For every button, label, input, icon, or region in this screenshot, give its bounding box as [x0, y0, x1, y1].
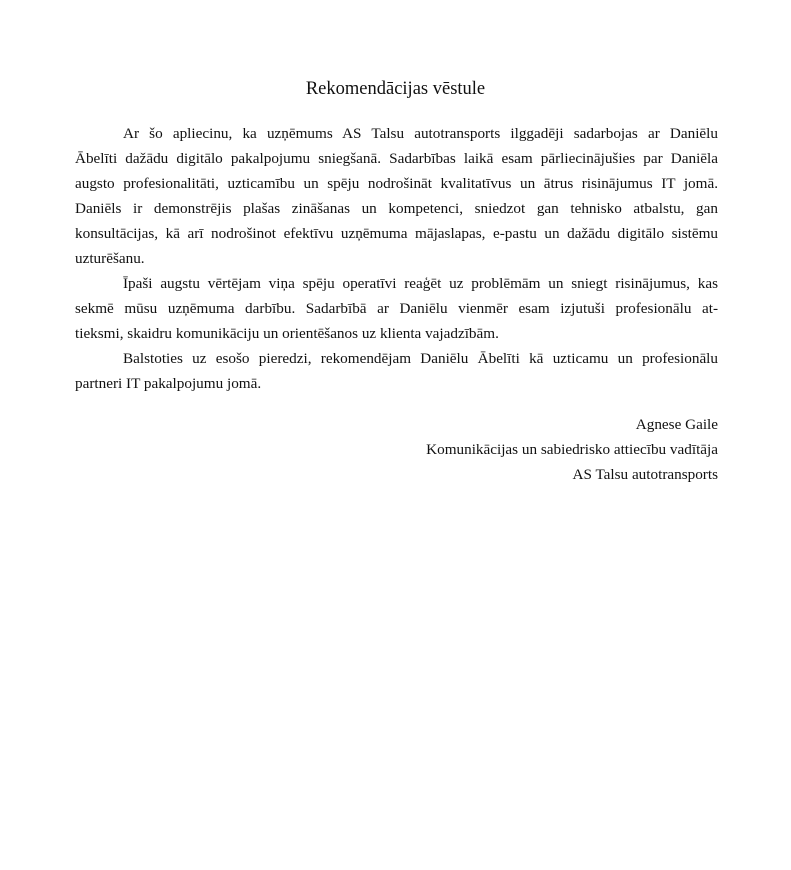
paragraph-1 [75, 121, 718, 271]
text-line: augsto profesionalitāti, uzticamību un spēju nodrošināt kvalitatīvus un ātrus risinājumus IT jomā. [75, 175, 718, 192]
text-line: Īpaši augstu vērtējam viņa spēju operatīvi reaģēt uz problēmām un sniegt risinājumus, kas [123, 275, 718, 292]
text-line: konsultācijas, kā arī nodrošinot efektīvu uzņēmuma mājaslapas, e-pastu un dažādu digitālo sistēmu [75, 225, 718, 242]
text-line: sekmē mūsu uzņēmuma darbību. Sadarbībā ar Daniēlu vienmēr esam izjutuši profesionālu at- [75, 300, 718, 317]
document-title: Rekomendācijas vēstule [305, 79, 486, 99]
signer-position: Komunikācijas un sabiedrisko attiecību vadītāja [426, 441, 718, 458]
paragraph-3 [75, 346, 718, 396]
signer-company: AS Talsu autotransports [572, 466, 718, 483]
text-line: Ābelīti dažādu digitālo pakalpojumu sniegšanā. Sadarbības laikā esam pārliecinājušies par Daniēla [75, 150, 718, 167]
text-line: Ar šo apliecinu, ka uzņēmums AS Talsu autotransports ilggadēji sadarbojas ar Daniēlu [123, 125, 718, 142]
text-line: partneri IT pakalpojumu jomā. [75, 375, 262, 392]
text-line: uzturēšanu. [75, 250, 145, 267]
text-line: Daniēls ir demonstrējis plašas zināšanas un kompetenci, sniedzot gan tehnisko atbalstu, gan [75, 200, 718, 217]
paragraph-2 [75, 271, 718, 346]
letter-body [75, 121, 718, 396]
signer-name: Agnese Gaile [635, 416, 718, 433]
text-line: Balstoties uz esošo pieredzi, rekomendējam Daniēlu Ābelīti kā uzticamu un profesionālu [123, 350, 718, 367]
signature-block [426, 412, 718, 487]
text-line: tieksmi, skaidru komunikāciju un orientēšanos uz klienta vajadzībām. [75, 325, 499, 342]
